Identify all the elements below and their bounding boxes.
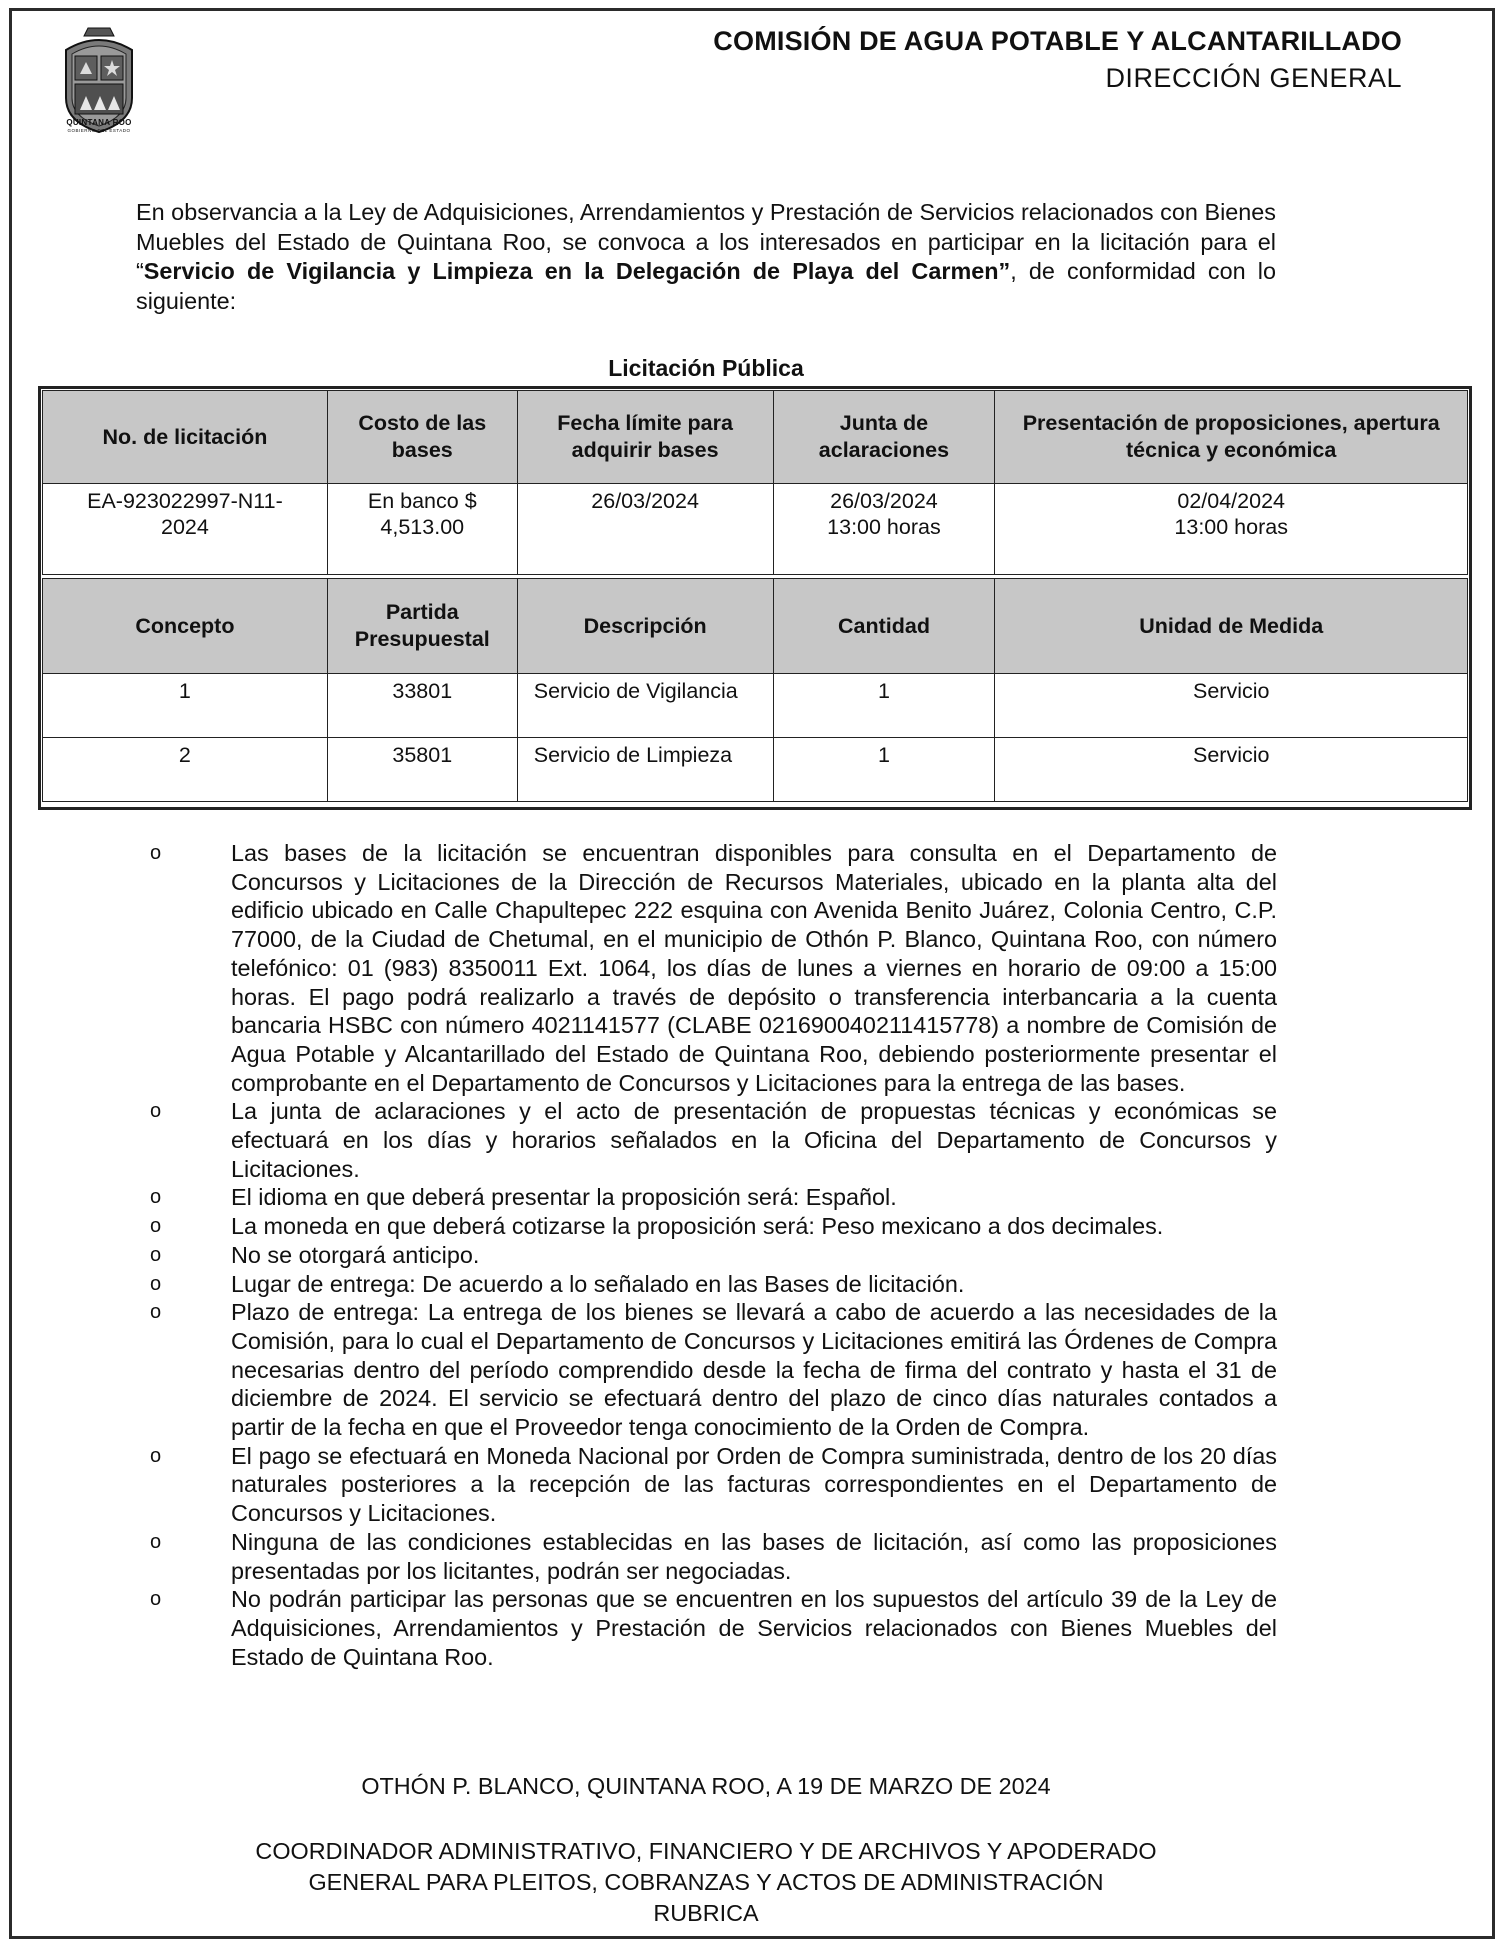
unidad-cell: Servicio xyxy=(995,674,1468,738)
department-name: DIRECCIÓN GENERAL xyxy=(1105,63,1402,93)
list-item: o No se otorgará anticipo. xyxy=(150,1241,480,1268)
signature-line: COORDINADOR ADMINISTRATIVO, FINANCIERO Y DE ARCHIVOS Y APODERADO xyxy=(255,1838,1157,1864)
list-item: o No podrán participar las personas que se encuentren en los supuestos del artículo 39 de la Ley de Adquisiciones, Arrendamientos y Prestación de Servicios relacionados con Bienes Muebles del Estado de Quintana Roo. xyxy=(150,1586,1277,1670)
bullet-marker: o xyxy=(150,842,162,864)
header-cell: Unidad de Medida xyxy=(995,579,1468,674)
descripcion-cell: Servicio de Vigilancia xyxy=(517,674,773,738)
bid-table-header xyxy=(43,391,1468,484)
concepto-cell: 1 xyxy=(43,674,328,738)
cantidad-cell: 1 xyxy=(773,738,995,802)
conditions-list xyxy=(150,839,1277,1671)
bullet-marker: o xyxy=(150,1215,162,1238)
header-cell: Costo de las bases xyxy=(327,391,517,484)
items-table-header xyxy=(43,579,1468,674)
unidad-cell: Servicio xyxy=(995,738,1468,802)
header-cell: Cantidad xyxy=(773,579,995,674)
list-item: o Lugar de entrega: De acuerdo a lo señalado en las Bases de licitación. xyxy=(150,1270,965,1297)
bid-deadline: 26/03/2024 xyxy=(517,484,773,575)
bullet-marker: o xyxy=(150,1444,162,1467)
header-cell: Fecha límite para adquirir bases xyxy=(517,391,773,484)
list-item: o El idioma en que deberá presentar la proposición será: Español. xyxy=(150,1184,897,1211)
header-cell: Descripción xyxy=(517,579,773,674)
bullet-marker: o xyxy=(150,1530,162,1553)
bullet-marker: o xyxy=(150,1272,162,1295)
bid-cost: En banco $ 4,513.00 xyxy=(327,484,517,575)
bullet-marker: o xyxy=(150,1186,162,1209)
place-and-date: OTHÓN P. BLANCO, QUINTANA ROO, A 19 DE MARZO DE 2024 xyxy=(361,1773,1051,1799)
bid-table xyxy=(42,390,1468,575)
intro-part1: En observancia a la Ley de Adquisiciones, Arrendamientos y Prestación de Servicios relacionados con Bienes Muebles del Estado de Quintana Roo, se convoca a los interesados en participar en la licitación para el “ xyxy=(136,199,1276,284)
table-title: Licitación Pública xyxy=(608,355,804,381)
descripcion-cell: Servicio de Limpieza xyxy=(517,738,773,802)
bullet-marker: o xyxy=(150,1100,162,1123)
signature-block xyxy=(0,1836,1412,1929)
items-table xyxy=(42,578,1468,802)
list-item: o Ninguna de las condiciones establecidas en las bases de licitación, así como las proposiciones presentadas por los licitantes, podrán ser negociadas. xyxy=(150,1528,1277,1584)
intro-part2: , de conformidad con lo siguiente: xyxy=(136,258,1276,314)
list-item: o El pago se efectuará en Moneda Nacional por Orden de Compra suministrada, dentro de los 20 días naturales posteriores a la recepción de las facturas correspondientes en el Departamento de Concursos y Licitaciones. xyxy=(150,1442,1277,1527)
partida-cell: 33801 xyxy=(327,674,517,738)
bullet-marker: o xyxy=(150,1243,162,1266)
intro-paragraph xyxy=(136,198,1276,316)
meeting-date: 26/03/2024 13:00 horas xyxy=(773,484,995,575)
bullet-marker: o xyxy=(150,1301,162,1324)
header-cell: No. de licitación xyxy=(43,391,328,484)
header-cell: Partida Presupuestal xyxy=(327,579,517,674)
header-cell: Presentación de proposiciones, apertura técnica y económica xyxy=(995,391,1468,484)
partida-cell: 35801 xyxy=(327,738,517,802)
list-item: o La moneda en que deberá cotizarse la proposición será: Peso mexicano a dos decimales. xyxy=(150,1213,1164,1240)
bullet-marker: o xyxy=(150,1588,162,1611)
header-cell: Junta de aclaraciones xyxy=(773,391,995,484)
header xyxy=(713,26,1402,94)
org-name: COMISIÓN DE AGUA POTABLE Y ALCANTARILLADO xyxy=(713,26,1402,56)
concepto-cell: 2 xyxy=(43,738,328,802)
list-item: o Las bases de la licitación se encuentran disponibles para consulta en el Departamento de Concursos y Licitaciones de la Dirección de Recursos Materiales, ubicado en la planta alta del edificio ubicado en Calle Chapultepec 222 esquina con Avenida Benito Juárez, Colonia Centro, C.P. 77000, de la Ciudad de Chetumal, en el municipio de Othón P. Blanco, Quintana Roo, con número telefónico: 01 (983) 8350011 Ext. 1064, los días de lunes a viernes en horario de 09:00 a 15:00 horas. El pago podrá realizarlo a través de depósito o transferencia interbancaria a la cuenta bancaria HSBC con número 4021141577 (CLABE 021690040211415778) a nombre de Comisión de Agua Potable y Alcantarillado del Estado de Quintana Roo, debiendo posteriormente presentar el comprobante en el Departamento de Concursos y Licitaciones para la entrega de las bases. xyxy=(150,840,1277,1096)
logo-caption: QUINTANA ROO GOBIERNO DEL ESTADO xyxy=(56,118,142,133)
table-row xyxy=(43,484,1468,575)
table-row xyxy=(43,674,1468,738)
cantidad-cell: 1 xyxy=(773,674,995,738)
service-name: Servicio de Vigilancia y Limpieza en la Delegación de Playa del Carmen” xyxy=(143,258,1011,284)
header-cell: Concepto xyxy=(43,579,328,674)
signature-line: RUBRICA xyxy=(653,1900,759,1926)
logo-subcaption: GOBIERNO DEL ESTADO xyxy=(67,128,131,133)
signature-line: GENERAL PARA PLEITOS, COBRANZAS Y ACTOS DE ADMINISTRACIÓN xyxy=(308,1869,1104,1895)
presentation-date: 02/04/2024 13:00 horas xyxy=(995,484,1468,575)
bid-number: EA-923022997-N11-2024 xyxy=(43,484,328,575)
list-item: o La junta de aclaraciones y el acto de presentación de propuestas técnicas y económicas se efectuará en los días y horarios señalados en la Oficina del Departamento de Concursos y Licitaciones. xyxy=(150,1098,1277,1182)
table-row xyxy=(43,738,1468,802)
list-item: o Plazo de entrega: La entrega de los bienes se llevará a cabo de acuerdo a las necesidades de la Comisión, para lo cual el Departamento de Concursos y Licitaciones emitirá las Órdenes de Compra necesarias dentro del período comprendido desde la fecha de firma del contrato y hasta el 31 de diciembre de 2024. El servicio se efectuará dentro del plazo de cinco días naturales contados a partir de la fecha en que el Proveedor tenga conocimiento de la Orden de Compra. xyxy=(150,1299,1277,1441)
